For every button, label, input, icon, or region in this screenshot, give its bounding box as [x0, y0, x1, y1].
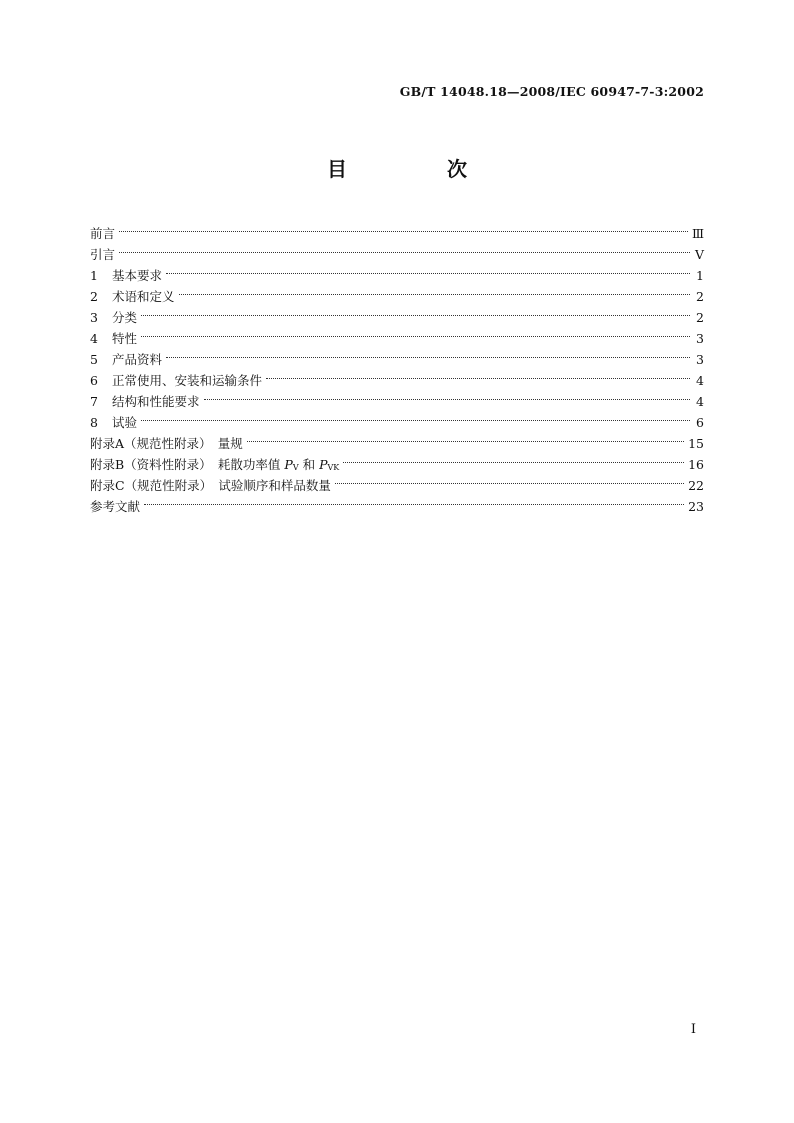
toc-entry-foreword[interactable] — [90, 217, 704, 241]
toc-dot-leader — [141, 406, 690, 427]
toc-page-number: 16 — [688, 457, 704, 472]
toc-page-number: 2 — [696, 289, 704, 304]
toc-section-number: 8 — [90, 415, 98, 430]
toc-entry-label: 产品资料 — [112, 352, 163, 367]
toc-page-number: 2 — [696, 310, 704, 325]
power-subscript: V — [292, 463, 299, 472]
toc-page-number: Ⅲ — [691, 226, 704, 241]
toc-dot-leader — [247, 427, 684, 448]
toc-entry-label: 分类 — [112, 310, 138, 325]
toc-entry-label: 引言 — [90, 247, 116, 262]
toc-dot-leader — [343, 448, 684, 469]
power-subscript: VK — [327, 463, 340, 472]
toc-entry-bibliography[interactable] — [90, 490, 704, 514]
toc-page-number: 6 — [696, 415, 704, 430]
toc-page-number: 23 — [688, 499, 704, 514]
toc-dot-leader — [119, 217, 688, 238]
toc-section-number: 6 — [90, 373, 98, 388]
toc-dot-leader — [166, 343, 690, 364]
toc-page-number: 4 — [696, 394, 704, 409]
toc-entry-label: 基本要求 — [112, 268, 163, 283]
toc-entry-section-8[interactable] — [90, 406, 704, 430]
power-symbol: P — [284, 457, 293, 472]
toc-section-number: 3 — [90, 310, 98, 325]
toc-dot-leader — [179, 280, 690, 301]
toc-entry-annex-a[interactable] — [90, 427, 704, 451]
toc-dot-leader — [141, 322, 690, 343]
toc-page-number: 22 — [688, 478, 704, 493]
standard-number: GB/T 14048.18—2008/IEC 60947-7-3:2002 — [399, 84, 704, 99]
toc-entry-label: 参考文献 — [90, 499, 141, 514]
toc-dot-leader — [119, 238, 690, 259]
toc-entry-label-text: 附录B（资料性附录） 耗散功率值 — [90, 457, 281, 472]
toc-entry-label: 特性 — [112, 331, 138, 346]
standard-number-header — [400, 84, 704, 99]
toc-page-number: 15 — [688, 436, 704, 451]
toc-dot-leader — [141, 301, 690, 322]
toc-entry-section-4[interactable] — [90, 322, 704, 346]
toc-entry-section-1[interactable] — [90, 259, 704, 283]
power-symbol: P — [319, 457, 328, 472]
toc-dot-leader — [166, 259, 690, 280]
toc-section-number: 7 — [90, 394, 98, 409]
page-folio: Ⅰ — [690, 1022, 696, 1037]
toc-entry-section-6[interactable] — [90, 364, 704, 388]
toc-dot-leader — [144, 490, 684, 511]
toc-entry-label: 附录A（规范性附录） 量规 — [90, 436, 243, 451]
toc-page-number: 3 — [696, 352, 704, 367]
page-title: 目 次 — [327, 157, 507, 181]
toc-page-number: 1 — [696, 268, 704, 283]
toc-page-number: 3 — [696, 331, 704, 346]
toc-entry-label: 前言 — [90, 226, 116, 241]
conjunction-text: 和 — [298, 457, 320, 472]
toc-entry-section-3[interactable] — [90, 301, 704, 325]
toc-entry-section-2[interactable] — [90, 280, 704, 304]
toc-dot-leader — [266, 364, 690, 385]
toc-section-number: 1 — [90, 268, 98, 283]
toc-page-number: Ⅴ — [694, 247, 704, 262]
toc-entry-label: 附录C（规范性附录） 试验顺序和样品数量 — [90, 478, 331, 493]
toc-page-number: 4 — [696, 373, 704, 388]
toc-entry-label: 试验 — [112, 415, 138, 430]
toc-entry-label: 正常使用、安装和运输条件 — [112, 373, 263, 388]
table-of-contents — [90, 217, 704, 514]
toc-entry-introduction[interactable] — [90, 238, 704, 262]
toc-entry-label: 结构和性能要求 — [112, 394, 200, 409]
toc-section-number: 2 — [90, 289, 98, 304]
toc-section-number: 5 — [90, 352, 98, 367]
toc-section-number: 4 — [90, 331, 98, 346]
toc-dot-leader — [335, 469, 684, 490]
toc-dot-leader — [204, 385, 690, 406]
toc-entry-section-5[interactable] — [90, 343, 704, 367]
toc-entry-label: 术语和定义 — [112, 289, 175, 304]
